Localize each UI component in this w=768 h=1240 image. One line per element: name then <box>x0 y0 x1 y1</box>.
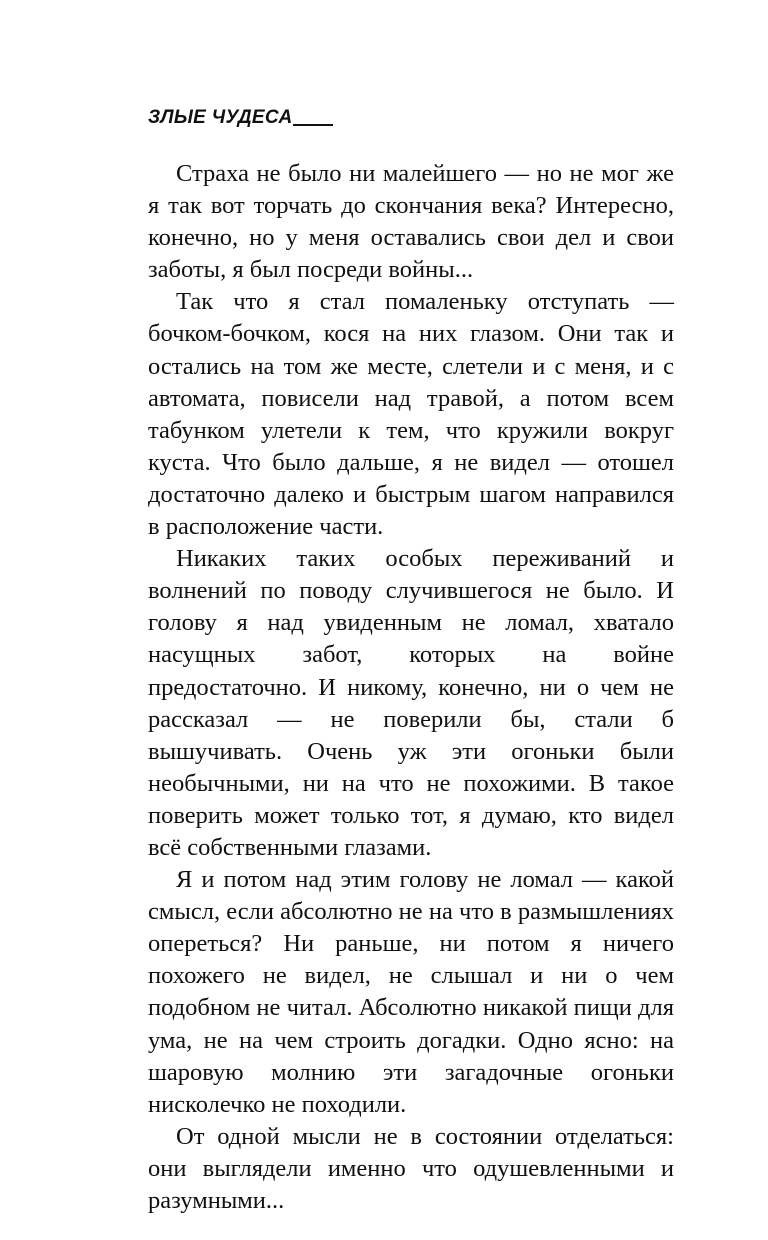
paragraph: Я и потом над этим голову не ломал — какой смысл, если абсолютно не на что в размышлениях опереться? Ни раньше, ни потом я ничего похожего не видел, не слышал и ни о чем подобном не читал. Абсолютно никакой пищи для ума, не на чем строить догадки. Одно ясно: на шаровую молнию эти загадочные огоньки нисколечко не походили. <box>148 866 674 1118</box>
running-head-rule <box>293 124 333 126</box>
paragraph: Так что я стал помаленьку отступать — бочком-бочком, кося на них глазом. Они так и остались на том же месте, слетели и с меня, и с автомата, повисели над травой, а потом всем табунком улетели к тем, что кружили вокруг куста. Что было дальше, я не видел — отошел достаточно далеко и быстрым шагом направился в расположение части. <box>148 288 674 541</box>
paragraph: Страха не было ни малейшего — но не мог же я так вот торчать до скончания века? Интересно, конечно, но у меня оставались свои дел и свои заботы, я был посреди войны... <box>148 160 674 284</box>
running-head <box>148 106 333 130</box>
running-head-title: ЗЛЫЕ ЧУДЕСА <box>148 107 293 128</box>
paragraph: Никаких таких особых переживаний и волнений по поводу случившегося не было. И голову я над увиденным не ломал, хватало насущных забот, которых на войне предостаточно. И никому, конечно, ни о чем не рассказал — не поверили бы, стали б вышучивать. Очень уж эти огоньки были необычными, ни на что не похожими. В такое поверить может только тот, я думаю, кто видел всё собственными глазами. <box>148 545 674 861</box>
paragraph: От одной мысли не в состоянии отделаться: они выглядели именно что одушевленными и разумными... <box>148 1122 674 1214</box>
body-text <box>148 158 674 1217</box>
